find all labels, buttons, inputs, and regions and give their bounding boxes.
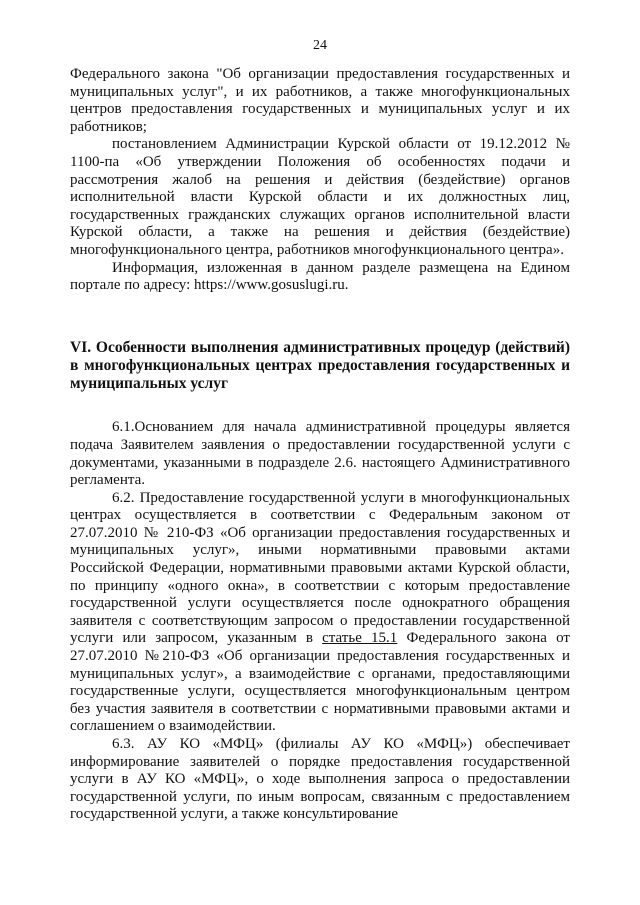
paragraph-6-2 (70, 490, 570, 736)
page-number: 24 (313, 38, 327, 53)
section-heading: VI. Особенности выполнения административных процедур (действий) в многофункциональных центрах предоставления государственных и муниципальных услуг (70, 338, 570, 393)
paragraph-6-3: 6.3. АУ КО «МФЦ» (филиалы АУ КО «МФЦ») обеспечивает информирование заявителей о порядке предоставления государственной услуги в АУ КО «МФЦ», о ходе выполнения запроса о предоставлении государственной услуги, по иным вопросам, связанным с предоставлением государственной услуги, а также консультирование (70, 736, 570, 823)
paragraph-portal-info: Информация, изложенная в данном разделе размещена на Едином портале по адресу: https://www.gosuslugi.ru. (70, 259, 570, 294)
paragraph-federal-law-tail: Федерального закона "Об организации предоставления государственных и муниципальных услуг", и их работников, а также многофункциональных центров предоставления государственных и муниципальных услуг и их работников; (70, 66, 570, 135)
law-article-link[interactable]: статье 15.1 (322, 630, 398, 647)
top-text-block (70, 66, 570, 295)
paragraph-6-2-text-end: Федерального закона от 27.07.2010 №210-ФЗ «Об организации предоставления государственных и муниципальных услуг», а взаимодействие с органами, предоставляющими государственные услуги, осуществляется многофункциональным центром без участия заявителя в соответствии с нормативными правовыми актами и соглашением о взаимодействии. (70, 630, 570, 735)
paragraph-6-1: 6.1.Основанием для начала административной процедуры является подача Заявителем заявления о предоставлении государственной услуги с документами, указанными в подразделе 2.6. настоящего Административного регламента. (70, 419, 570, 489)
paragraph-6-2-text-start: 6.2. Предоставление государственной услуги в многофункциональных центрах осуществляется в соответствии с Федеральным законом от 27.07.2010 № 210-ФЗ «Об организации предоставления государственных и муниципальных услуг», иными нормативными правовыми актами Российской Федерации, нормативными правовыми актами Курской области, по принципу «одного окна», в соответствии с которым предоставление государственной услуги осуществляется после однократного обращения заявителя с соответствующим запросом о предоставлении государственной услуги или запросом, указанным в (70, 489, 570, 647)
paragraph-resolution: постановлением Администрации Курской области от 19.12.2012 № 1100-па «Об утверждении Положения об особенностях подачи и рассмотрения жалоб на решения и действия (бездействие) органов исполнительной власти Курской области и их должностных лиц, государственных гражданских служащих органов исполнительной власти Курской области, а также на решения и действия (бездействие) многофункционального центра, работников многофункционального центра». (70, 136, 570, 258)
section-body (70, 419, 570, 824)
